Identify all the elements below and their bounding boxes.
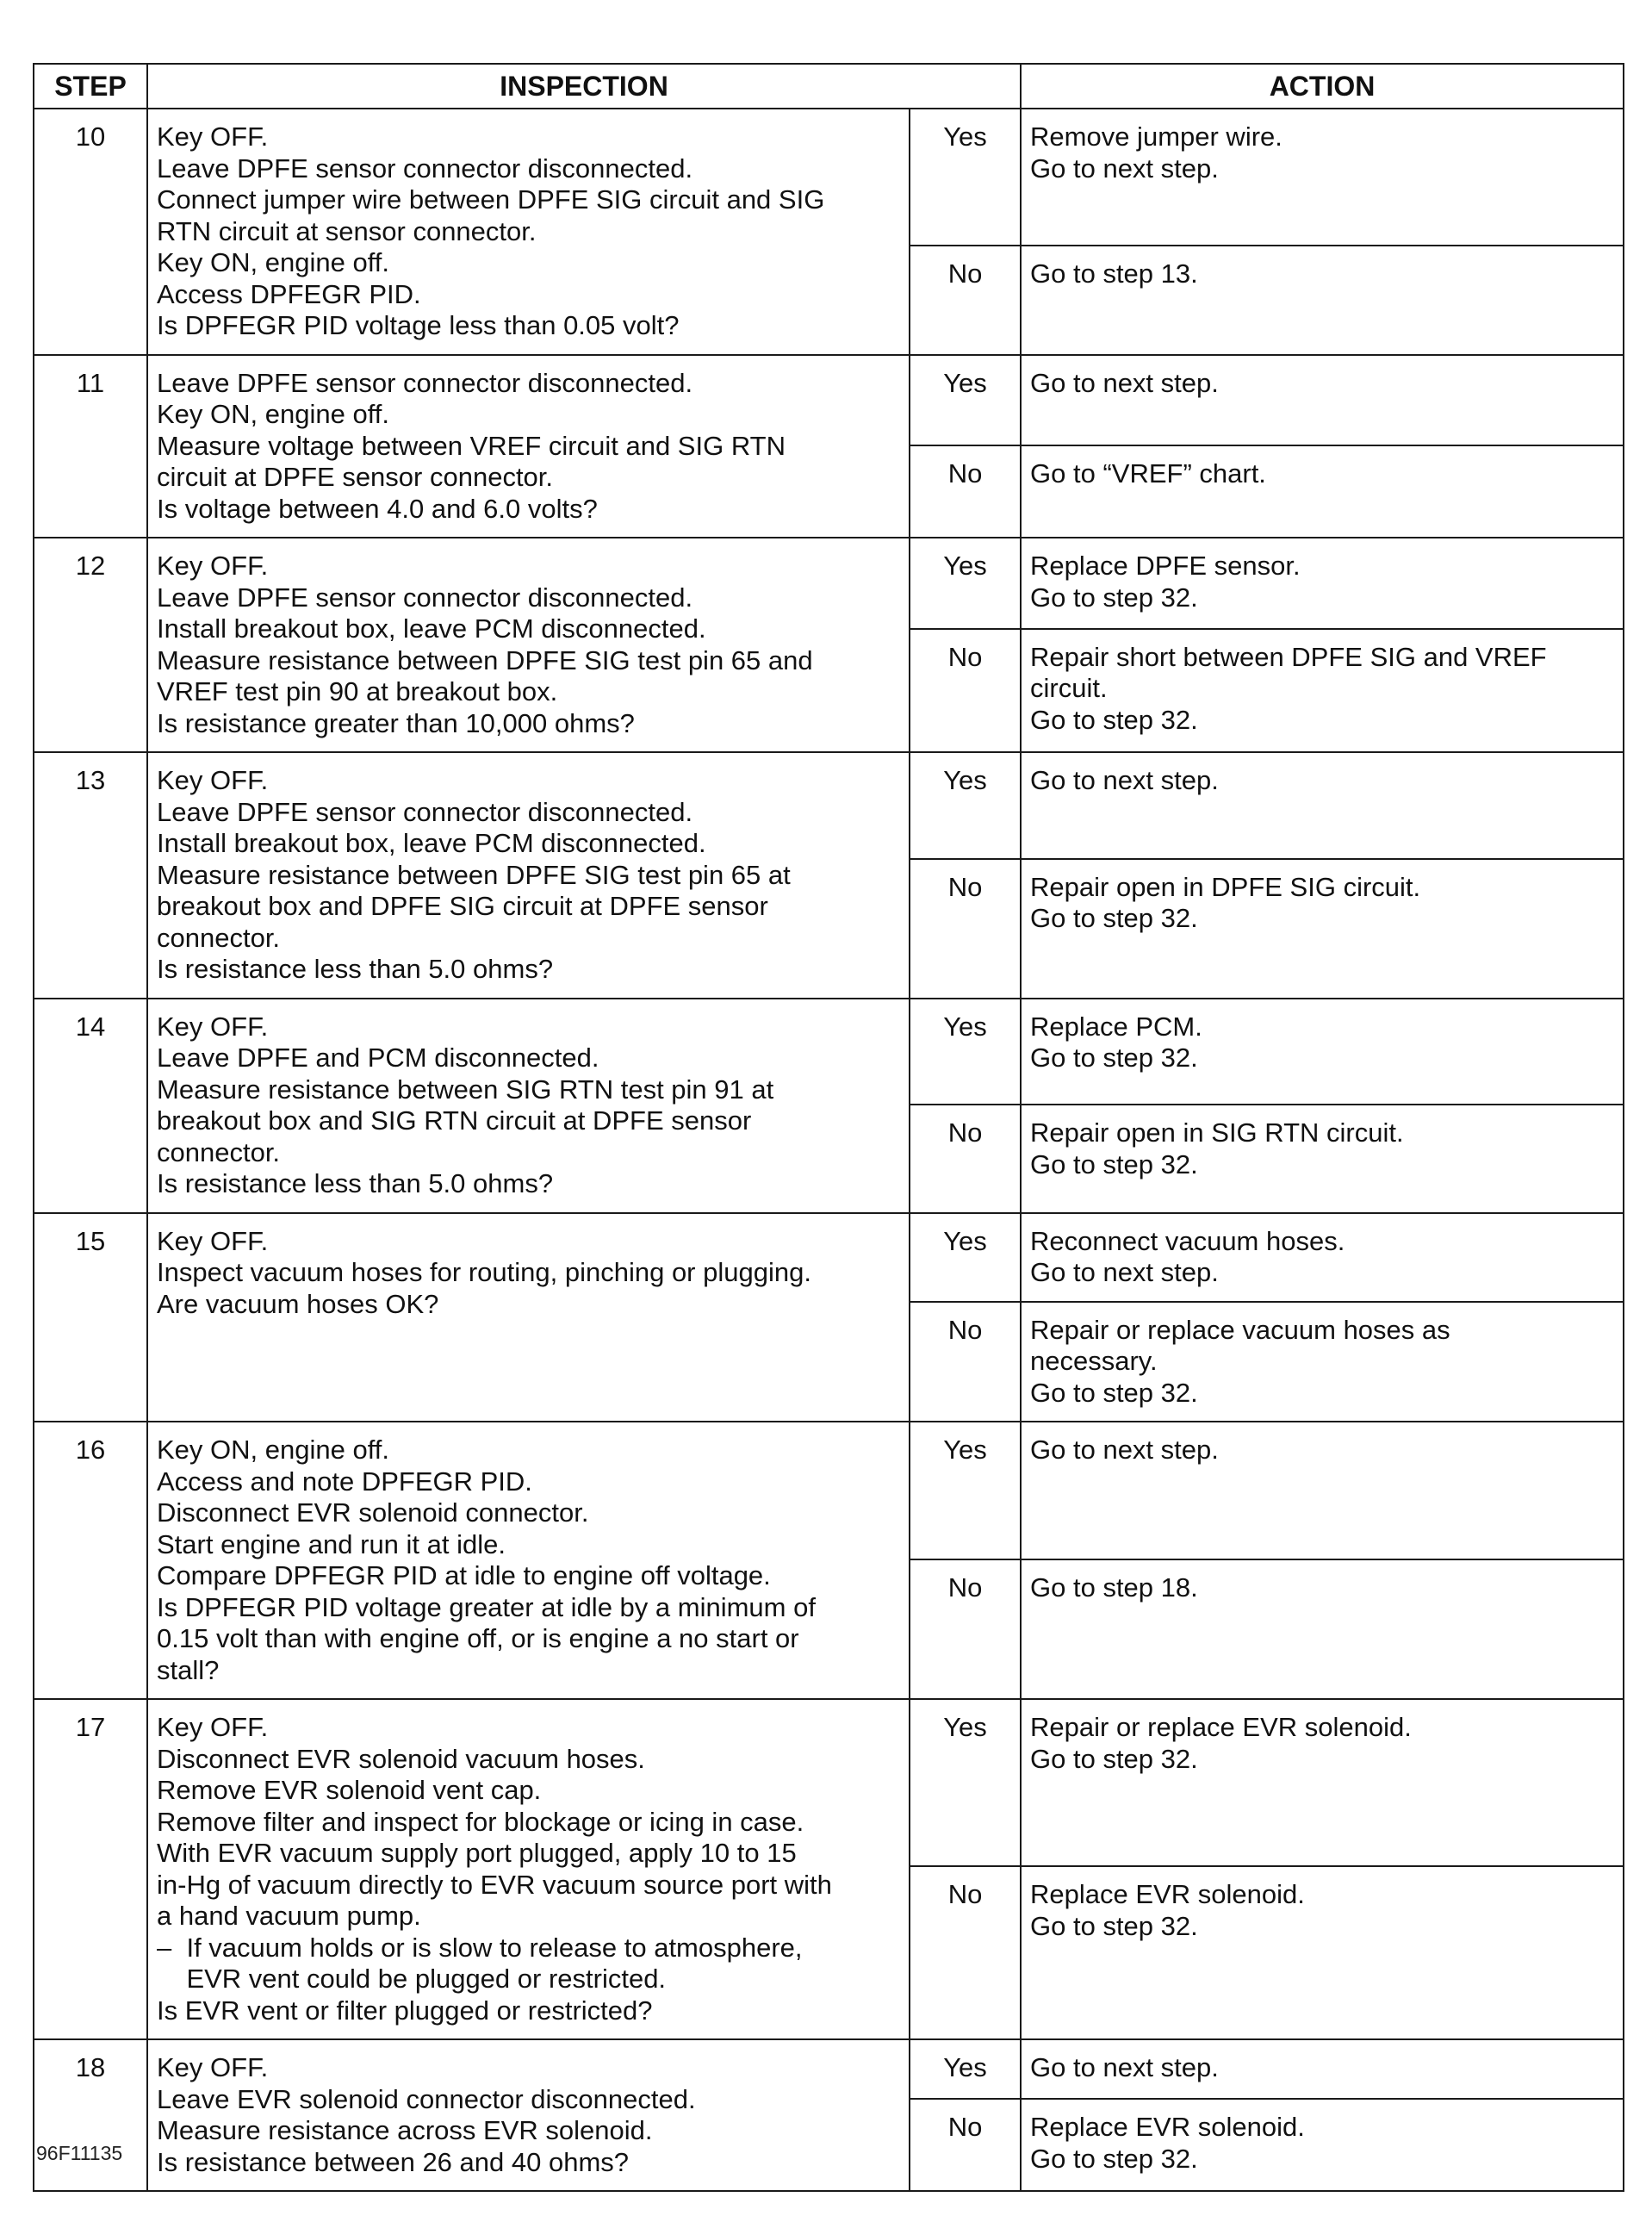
text-line: Go to step 32. <box>1030 704 1198 735</box>
text-line: Go to next step. <box>1030 2052 1219 2082</box>
text-line: Are vacuum hoses OK? <box>157 1288 439 1319</box>
text-line: Is DPFEGR PID voltage greater at idle by a minimum of <box>157 1591 816 1622</box>
no-label: No <box>910 1105 1021 1212</box>
no-action <box>1021 1866 1624 2039</box>
no-label: No <box>910 629 1021 752</box>
table-row <box>34 2039 1624 2099</box>
yes-label: Yes <box>910 1213 1021 1302</box>
text-line: Leave DPFE sensor connector disconnected. <box>157 796 693 827</box>
no-action <box>1021 445 1624 538</box>
text-line: Replace EVR solenoid. <box>1030 2112 1305 2143</box>
text-line: circuit at DPFE sensor connector. <box>157 462 554 492</box>
text-line: Go to step 13. <box>1030 258 1198 289</box>
text-line: Start engine and run it at idle. <box>157 1528 506 1559</box>
inspection-text <box>147 109 910 355</box>
text-line: Is resistance between 26 and 40 ohms? <box>157 2146 630 2177</box>
text-line: stall? <box>157 1654 220 1685</box>
text-line: Replace PCM. <box>1030 1011 1202 1042</box>
text-line: Remove jumper wire. <box>1030 121 1282 152</box>
yes-action <box>1021 1422 1624 1559</box>
inspection-text <box>147 1699 910 2039</box>
table-row <box>34 1422 1624 1559</box>
text-line: Reconnect vacuum hoses. <box>1030 1225 1345 1256</box>
no-label: No <box>910 246 1021 354</box>
figure-code: 96F11135 <box>36 2142 123 2164</box>
text-line: Measure voltage between VREF circuit and SIG RTN <box>157 430 786 461</box>
text-line: Is resistance greater than 10,000 ohms? <box>157 707 635 738</box>
text-line: Remove filter and inspect for blockage or icing in case. <box>157 1806 804 1837</box>
yes-label: Yes <box>910 752 1021 859</box>
text-line: Leave DPFE and PCM disconnected. <box>157 1043 599 1073</box>
table-body <box>34 109 1624 2191</box>
yes-label: Yes <box>910 109 1021 246</box>
yes-label: Yes <box>910 538 1021 629</box>
text-line: Go to step 32. <box>1030 1377 1198 1408</box>
header-inspection: INSPECTION <box>147 64 1021 109</box>
text-line: Go to next step. <box>1030 1257 1219 1287</box>
text-line: With EVR vacuum supply port plugged, apply 10 to 15 <box>157 1838 797 1868</box>
table-header-row <box>34 64 1624 109</box>
text-line: Key OFF. <box>157 121 269 152</box>
text-line: Leave DPFE sensor connector disconnected. <box>157 582 693 613</box>
step-number: 13 <box>34 752 147 999</box>
text-line: breakout box and DPFE SIG circuit at DPFE sensor <box>157 891 768 921</box>
no-label: No <box>910 1866 1021 2039</box>
no-label: No <box>910 2099 1021 2191</box>
text-line: a hand vacuum pump. <box>157 1901 421 1931</box>
yes-label: Yes <box>910 1422 1021 1559</box>
yes-label: Yes <box>910 1699 1021 1866</box>
text-line: Replace DPFE sensor. <box>1030 551 1301 581</box>
no-label: No <box>910 445 1021 538</box>
no-action <box>1021 1302 1624 1422</box>
yes-label: Yes <box>910 999 1021 1105</box>
step-number: 15 <box>34 1213 147 1422</box>
text-line: connector. <box>157 922 281 953</box>
diagnostic-table <box>33 63 1624 2192</box>
inspection-text <box>147 999 910 1213</box>
text-line: Key OFF. <box>157 551 269 581</box>
text-line: Disconnect EVR solenoid vacuum hoses. <box>157 1743 645 1774</box>
table-row <box>34 1699 1624 1866</box>
yes-action <box>1021 1699 1624 1866</box>
text-line: Key OFF. <box>157 2052 269 2082</box>
text-line: connector. <box>157 1136 281 1167</box>
text-line: Key OFF. <box>157 1225 269 1256</box>
text-line: Measure resistance between DPFE SIG test pin 65 and <box>157 644 813 675</box>
text-line: Repair open in DPFE SIG circuit. <box>1030 871 1421 902</box>
text-line: Connect jumper wire between DPFE SIG circuit and SIG <box>157 184 825 215</box>
yes-action <box>1021 752 1624 859</box>
step-number: 18 <box>34 2039 147 2191</box>
text-line: Key OFF. <box>157 1712 269 1742</box>
text-line: Repair or replace vacuum hoses as <box>1030 1314 1450 1345</box>
text-line: Replace EVR solenoid. <box>1030 1879 1305 1910</box>
text-line: Is resistance less than 5.0 ohms? <box>157 954 554 984</box>
text-line: Key OFF. <box>157 1011 269 1042</box>
table-row <box>34 538 1624 629</box>
step-number: 16 <box>34 1422 147 1699</box>
text-line: Key ON, engine off. <box>157 1435 389 1465</box>
text-line: Leave DPFE sensor connector disconnected. <box>157 367 693 398</box>
text-line: Go to next step. <box>1030 152 1219 184</box>
table-row <box>34 752 1624 859</box>
text-line: – If vacuum holds or is slow to release to atmosphere, <box>157 1932 803 1963</box>
text-line: Compare DPFEGR PID at idle to engine off voltage. <box>157 1560 771 1590</box>
no-action <box>1021 1105 1624 1212</box>
step-number: 17 <box>34 1699 147 2039</box>
text-line: in-Hg of vacuum directly to EVR vacuum source port with <box>157 1869 832 1900</box>
yes-action <box>1021 1213 1624 1302</box>
inspection-text <box>147 1213 910 1422</box>
text-line: Go to next step. <box>1030 765 1219 795</box>
text-line: Measure resistance between SIG RTN test pin 91 at <box>157 1074 774 1105</box>
header-step: STEP <box>34 64 147 109</box>
yes-action <box>1021 999 1624 1105</box>
text-line: Repair or replace EVR solenoid. <box>1030 1712 1412 1742</box>
text-line: Is voltage between 4.0 and 6.0 volts? <box>157 493 598 524</box>
header-action: ACTION <box>1021 64 1624 109</box>
text-line: Access and note DPFEGR PID. <box>157 1466 532 1497</box>
no-action <box>1021 859 1624 999</box>
text-line: Is DPFEGR PID voltage less than 0.05 volt? <box>157 310 680 340</box>
text-line: Go to step 32. <box>1030 903 1198 934</box>
text-line: Key OFF. <box>157 765 269 795</box>
text-line: Leave DPFE sensor connector disconnected. <box>157 152 693 184</box>
inspection-text <box>147 538 910 752</box>
table-row <box>34 109 1624 246</box>
text-line: necessary. <box>1030 1346 1158 1376</box>
text-line: EVR vent could be plugged or restricted. <box>157 1964 667 1994</box>
no-action <box>1021 1559 1624 1699</box>
yes-action <box>1021 2039 1624 2099</box>
text-line: Repair open in SIG RTN circuit. <box>1030 1117 1404 1148</box>
text-line: RTN circuit at sensor connector. <box>157 215 537 246</box>
no-label: No <box>910 1302 1021 1422</box>
text-line: Go to step 32. <box>1030 1910 1198 1941</box>
step-number: 10 <box>34 109 147 355</box>
text-line: Leave EVR solenoid connector disconnected. <box>157 2083 696 2114</box>
yes-action <box>1021 355 1624 446</box>
yes-action <box>1021 538 1624 629</box>
text-line: Measure resistance between DPFE SIG test pin 65 at <box>157 859 791 890</box>
text-line: Go to next step. <box>1030 1435 1219 1465</box>
text-line: Inspect vacuum hoses for routing, pinching or plugging. <box>157 1257 811 1287</box>
text-line: Key ON, engine off. <box>157 247 389 277</box>
inspection-text <box>147 2039 910 2191</box>
step-number: 11 <box>34 355 147 538</box>
text-line: Go to step 18. <box>1030 1572 1198 1603</box>
text-line: Repair short between DPFE SIG and VREF <box>1030 641 1547 672</box>
text-line: Key ON, engine off. <box>157 399 389 429</box>
no-label: No <box>910 859 1021 999</box>
text-line: Disconnect EVR solenoid connector. <box>157 1497 589 1528</box>
text-line: Install breakout box, leave PCM disconnected. <box>157 613 706 644</box>
text-line: Is EVR vent or filter plugged or restricted? <box>157 1995 653 2026</box>
text-line: Go to step 32. <box>1030 582 1198 613</box>
text-line: 0.15 volt than with engine off, or is engine a no start or <box>157 1623 799 1653</box>
step-number: 12 <box>34 538 147 752</box>
text-line: breakout box and SIG RTN circuit at DPFE sensor <box>157 1105 752 1136</box>
text-line: Go to next step. <box>1030 367 1219 398</box>
no-action <box>1021 2099 1624 2191</box>
step-number: 14 <box>34 999 147 1213</box>
text-line: VREF test pin 90 at breakout box. <box>157 676 558 706</box>
text-line: Go to step 32. <box>1030 2143 1198 2174</box>
text-line: Go to step 32. <box>1030 1043 1198 1073</box>
inspection-text <box>147 752 910 999</box>
table-row <box>34 1213 1624 1302</box>
table-row <box>34 999 1624 1105</box>
text-line: Go to step 32. <box>1030 1743 1198 1774</box>
text-line: Measure resistance across EVR solenoid. <box>157 2115 653 2145</box>
inspection-text <box>147 1422 910 1699</box>
text-line: Install breakout box, leave PCM disconnected. <box>157 828 706 858</box>
text-line: circuit. <box>1030 673 1108 704</box>
yes-action <box>1021 109 1624 246</box>
text-line: Is resistance less than 5.0 ohms? <box>157 1168 554 1198</box>
text-line: Go to “VREF” chart. <box>1030 458 1266 489</box>
no-action <box>1021 629 1624 752</box>
text-line: Access DPFEGR PID. <box>157 278 421 309</box>
no-action <box>1021 246 1624 354</box>
no-label: No <box>910 1559 1021 1699</box>
text-line: Go to step 32. <box>1030 1148 1198 1179</box>
yes-label: Yes <box>910 2039 1021 2099</box>
table-row <box>34 355 1624 446</box>
inspection-text <box>147 355 910 538</box>
text-line: Remove EVR solenoid vent cap. <box>157 1775 542 1805</box>
yes-label: Yes <box>910 355 1021 446</box>
